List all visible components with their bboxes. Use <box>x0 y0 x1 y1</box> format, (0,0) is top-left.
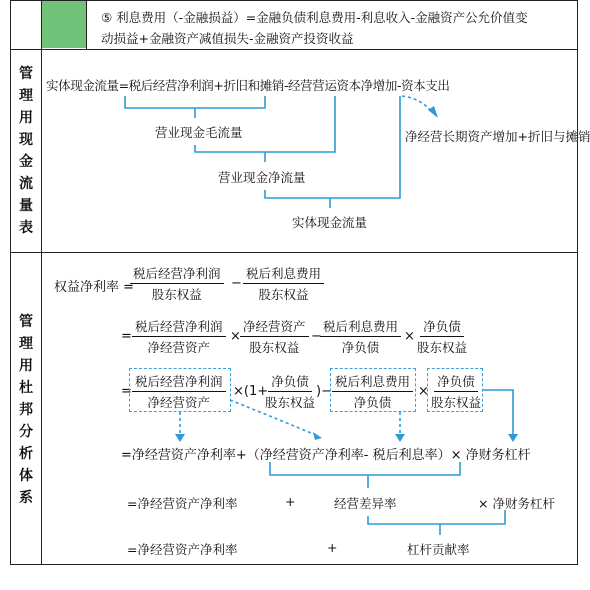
net-financial-leverage: × 净财务杠杆 <box>478 496 555 511</box>
fraction-interest-over-net-debt: 税后利息费用 净负债 <box>320 317 401 356</box>
entity-cash-flow-formula: 实体现金流量=税后经营净利润+折旧和摊销-经营营运资本净增加-资本支出 <box>46 78 450 93</box>
net-op-asset-return: =净经营资产净利率 <box>127 542 238 557</box>
fraction-op-profit-over-net-op-assets: 税后经营净利润 净经营资产 <box>132 372 226 411</box>
operating-gross-cash-flow: 营业现金毛流量 <box>155 125 243 140</box>
fraction-op-profit-over-equity: 税后经营净利润 股东权益 <box>130 264 224 303</box>
operating-net-cash-flow: 营业现金净流量 <box>218 170 306 185</box>
interest-expense-line1: ⑤ 利息费用（-金融损益）=金融负债利息费用-利息收入-金融资产公允价值变 <box>101 10 528 25</box>
times-sign: × <box>418 384 429 399</box>
dupont-expanded-formula: =净经营资产净利率+（净经营资产净利率- 税后利息率）× 净财务杠杆 <box>121 448 531 463</box>
minus-sign: − <box>231 276 242 291</box>
times-one-plus: ×(1+ <box>233 384 269 399</box>
fraction-net-debt-over-equity: 净负债 股东权益 <box>265 374 316 410</box>
fraction-net-op-assets-over-equity: 净经营资产 股东权益 <box>240 317 309 356</box>
fraction-net-debt-over-equity: 净负债 股东权益 <box>431 374 482 410</box>
operating-spread: 经营差异率 <box>334 496 397 511</box>
roe-label: 权益净利率 = <box>54 280 135 295</box>
dupont-section-title: 管 理 用 杜 邦 分 析 体 系 <box>19 313 33 506</box>
leverage-contribution-rate: 杠杆贡献率 <box>407 542 470 557</box>
interest-expense-line2: 动损益+金融资产减值损失-金融资产投资收益 <box>101 31 354 46</box>
cash-flow-section-title: 管 理 用 现 金 流 量 表 <box>19 66 33 236</box>
fraction-interest-over-equity: 税后利息费用 股东权益 <box>243 264 324 303</box>
net-long-term-asset-increase: 净经营长期资产增加+折旧与摊销 <box>405 129 590 144</box>
plus-sign: + <box>285 494 296 509</box>
fraction-op-profit-over-net-op-assets: 税后经营净利润 净经营资产 <box>132 317 226 356</box>
entity-cash-flow: 实体现金流量 <box>292 215 368 230</box>
times-sign: × <box>230 329 241 344</box>
times-sign: × <box>404 329 415 344</box>
minus-sign: − <box>311 329 322 344</box>
fraction-interest-over-net-debt: 税后利息费用 净负债 <box>332 372 413 411</box>
close-paren-minus: )− <box>316 384 332 399</box>
equals-sign: = <box>121 329 132 344</box>
fraction-net-debt-over-equity: 净负债 股东权益 <box>417 319 468 355</box>
net-op-asset-return: =净经营资产净利率 <box>127 496 238 511</box>
equals-sign: = <box>121 384 132 399</box>
plus-sign: + <box>327 540 338 555</box>
